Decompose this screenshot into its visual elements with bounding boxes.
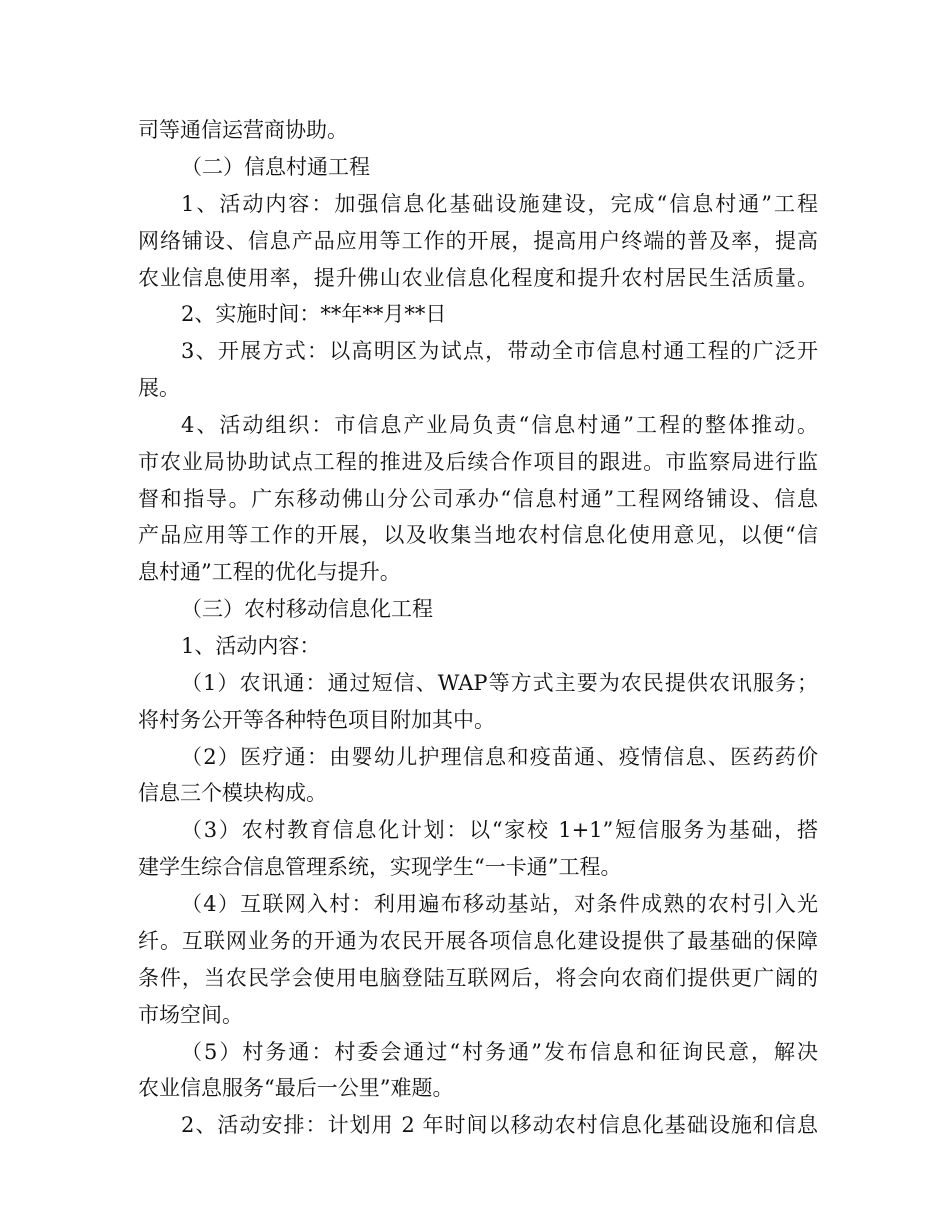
text-line: 督和指导。广东移动佛山分公司承办“信息村通”工程网络铺设、信息 — [138, 487, 818, 511]
text-line: 纤。互联网业务的开通为农民开展各项信息化建设提供了最基础的保障 — [138, 929, 818, 953]
text-line: 建学生综合信息管理系统，实现学生“一卡通”工程。 — [138, 855, 622, 879]
text-line: 市场空间。 — [138, 1003, 243, 1027]
text-line: 4、活动组织：市信息产业局负责“信息村通”工程的整体推动。 — [181, 413, 818, 437]
text-line: 1、活动内容：加强信息化基础设施建设，完成“信息村通”工程 — [181, 192, 818, 216]
text-line: 2、实施时间：**年**月**日 — [181, 302, 447, 326]
text-line: 市农业局协助试点工程的推进及后续合作项目的跟进。市监察局进行监 — [138, 450, 818, 474]
section-heading: （三）农村移动信息化工程 — [181, 597, 433, 621]
text-line: 3、开展方式：以高明区为试点，带动全市信息村通工程的广泛开 — [181, 339, 818, 363]
text-line: 信息三个模块构成。 — [138, 781, 327, 805]
text-line: 展。 — [138, 376, 180, 400]
text-line: 网络铺设、信息产品应用等工作的开展，提高用户终端的普及率，提高 — [138, 229, 818, 253]
text-line: 息村通”工程的优化与提升。 — [138, 560, 401, 584]
section-heading: （二）信息村通工程 — [181, 155, 370, 179]
text-line: 农业信息服务“最后一公里”难题。 — [138, 1076, 454, 1100]
text-line: 司等通信运营商协助。 — [138, 118, 348, 142]
text-line: 条件，当农民学会使用电脑登陆互联网后，将会向农商们提供更广阔的 — [138, 966, 818, 990]
text-line: 将村务公开等各种特色项目附加其中。 — [138, 708, 495, 732]
text-line: （2）医疗通：由婴幼儿护理信息和疫苗通、疫情信息、医药药价 — [181, 745, 818, 769]
text-line: 产品应用等工作的开展，以及收集当地农村信息化使用意见，以便“信 — [138, 523, 818, 547]
text-line: （5）村务通：村委会通过“村务通”发布信息和征询民意，解决 — [181, 1040, 818, 1064]
text-line: （4）互联网入村：利用遍布移动基站，对条件成熟的农村引入光 — [181, 892, 818, 916]
text-line: （1）农讯通：通过短信、WAP等方式主要为农民提供农讯服务； — [181, 671, 818, 695]
text-line: 2、活动安排：计划用 2 年时间以移动农村信息化基础设施和信息 — [181, 1113, 818, 1137]
text-line: 农业信息使用率，提升佛山农业信息化程度和提升农村居民生活质量。 — [138, 266, 818, 290]
text-line: 1、活动内容： — [181, 634, 321, 658]
text-line: （3）农村教育信息化计划：以“家校 1+1”短信服务为基础，搭 — [181, 818, 818, 842]
